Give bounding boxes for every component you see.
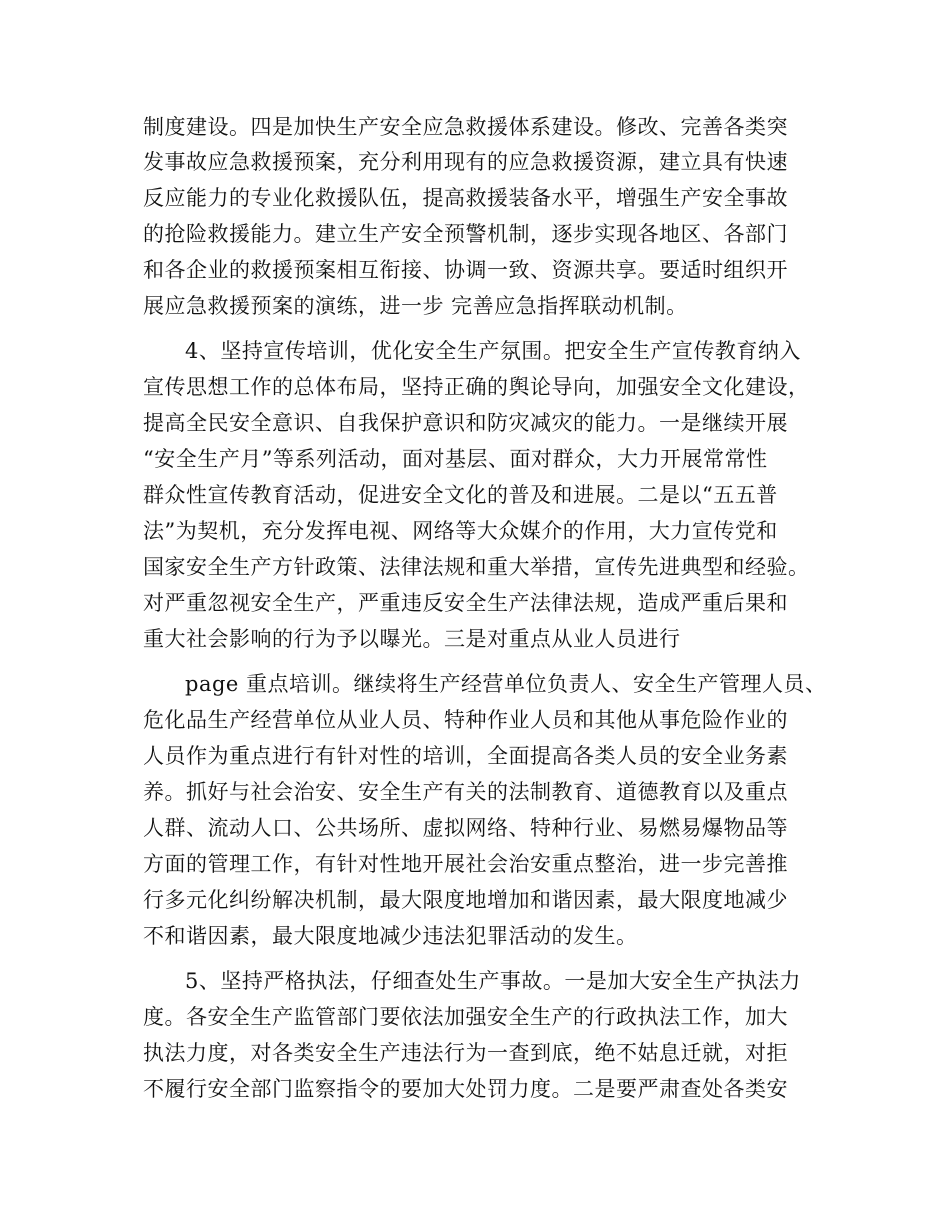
text-line: 重大社会影响的行为予以曝光。三是对重点从业人员进行 — [143, 627, 681, 651]
text-line: 行多元化纠纷解决机制，最大限度地增加和谐因素，最大限度地减少 — [143, 888, 788, 912]
paragraph-start-line: page 重点培训。继续将生产经营单位负责人、安全生产管理人员、 — [185, 672, 827, 696]
text-line: 度。各安全生产监管部门要依法加强安全生产的行政执法工作，加大 — [143, 1005, 788, 1029]
text-line: 反应能力的专业化救援队伍，提高救援装备水平，增强生产安全事故 — [143, 186, 788, 210]
paragraph-start-line: 4、坚持宣传培训，优化安全生产氛围。把安全生产宣传教育纳入 — [185, 339, 801, 363]
paragraph-start-line: 5、坚持严格执法，仔细查处生产事故。一是加大安全生产执法力 — [185, 969, 801, 993]
text-line: 执法力度，对各类安全生产违法行为一查到底，绝不姑息迁就，对拒 — [143, 1041, 788, 1065]
text-line: 不履行安全部门监察指令的要加大处罚力度。二是要严肃查处各类安 — [143, 1077, 788, 1101]
text-line: 宣传思想工作的总体布局，坚持正确的舆论导向，加强安全文化建设， — [143, 375, 810, 399]
text-line: 对严重忽视安全生产，严重违反安全生产法律法规，造成严重后果和 — [143, 591, 788, 615]
text-line: 提高全民安全意识、自我保护意识和防灾减灾的能力。一是继续开展 — [143, 411, 788, 435]
text-line: 法”为契机，充分发挥电视、网络等大众媒介的作用，大力宣传党和 — [143, 519, 778, 543]
text-line: 发事故应急救援预案，充分利用现有的应急救援资源，建立具有快速 — [143, 150, 788, 174]
text-line: 展应急救援预案的演练，进一步 完善应急指挥联动机制。 — [143, 294, 688, 318]
text-line: 养。抓好与社会治安、安全生产有关的法制教育、道德教育以及重点 — [143, 780, 788, 804]
text-line: 危化品生产经营单位从业人员、特种作业人员和其他从事危险作业的 — [143, 708, 788, 732]
text-line: 人员作为重点进行有针对性的培训，全面提高各类人员的安全业务素 — [143, 744, 788, 768]
text-line: 和各企业的救援预案相互衔接、协调一致、资源共享。要适时组织开 — [143, 258, 788, 282]
text-line: 国家安全生产方针政策、法律法规和重大举措，宣传先进典型和经验。 — [143, 555, 810, 579]
text-line: 人群、流动人口、公共场所、虚拟网络、特种行业、易燃易爆物品等 — [143, 816, 788, 840]
text-line: 不和谐因素，最大限度地减少违法犯罪活动的发生。 — [143, 924, 638, 948]
text-line: 方面的管理工作，有针对性地开展社会治安重点整治，进一步完善推 — [143, 852, 788, 876]
text-line: “安全生产月”等系列活动，面对基层、面对群众，大力开展常常性 — [143, 447, 768, 471]
text-line: 制度建设。四是加快生产安全应急救援体系建设。修改、完善各类突 — [143, 115, 788, 139]
text-line: 的抢险救援能力。建立生产安全预警机制，逐步实现各地区、各部门 — [143, 222, 788, 246]
text-line: 群众性宣传教育活动，促进安全文化的普及和进展。二是以“五五普 — [143, 483, 778, 507]
